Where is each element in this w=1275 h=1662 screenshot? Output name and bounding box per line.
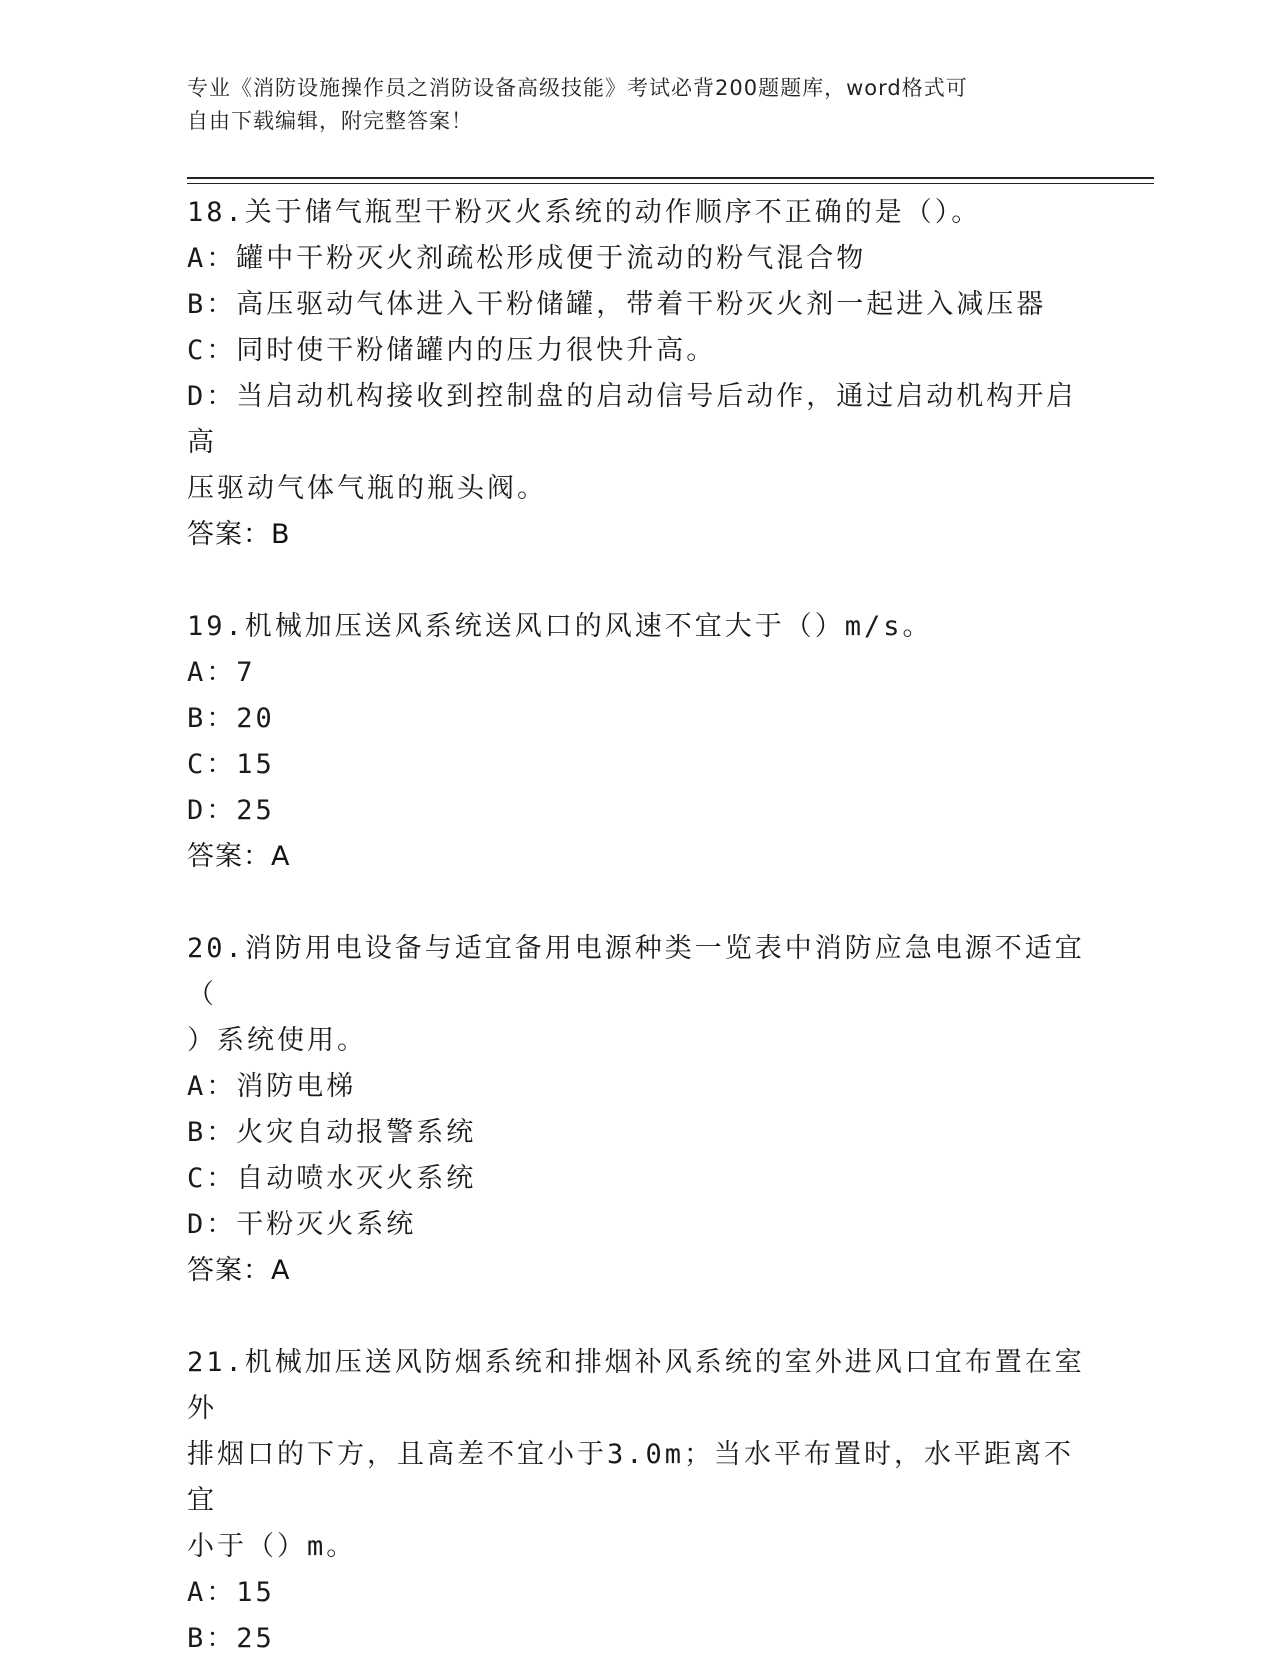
answer: 答案：A — [187, 841, 291, 872]
option-a: A：7 — [187, 657, 256, 688]
option-b: B：高压驱动气体进入干粉储罐，带着干粉灭火剂一起进入减压器 — [187, 289, 1047, 320]
question-stem-continued: 排烟口的下方，且高差不宜小于3.0m；当水平布置时，水平距离不宜 — [187, 1439, 1075, 1516]
option-a: A：15 — [187, 1577, 275, 1608]
question-18 — [187, 190, 1087, 558]
question-stem: 19.机械加压送风系统送风口的风速不宜大于（）m/s。 — [187, 611, 933, 642]
header-divider-thin — [187, 183, 1154, 184]
option-a: A：消防电梯 — [187, 1071, 357, 1102]
option-c: C：同时使干粉储罐内的压力很快升高。 — [187, 335, 717, 366]
option-b: B：25 — [187, 1623, 275, 1654]
option-d: D：干粉灭火系统 — [187, 1209, 417, 1240]
option-d-continued: 压驱动气体气瓶的瓶头阀。 — [187, 473, 547, 504]
option-a: A：罐中干粉灭火剂疏松形成便于流动的粉气混合物 — [187, 243, 867, 274]
spacer — [187, 1294, 1087, 1340]
question-21 — [187, 1340, 1087, 1662]
question-19 — [187, 604, 1087, 880]
question-stem: 20.消防用电设备与适宜备用电源种类一览表中消防应急电源不适宜（ — [187, 933, 1085, 1010]
option-c: C：自动喷水灭火系统 — [187, 1163, 477, 1194]
question-stem-continued: ）系统使用。 — [187, 1025, 367, 1056]
option-d: D：当启动机构接收到控制盘的启动信号后动作，通过启动机构开启高 — [187, 381, 1077, 458]
document-header — [187, 72, 1077, 138]
option-b: B：20 — [187, 703, 275, 734]
header-line-1: 专业《消防设施操作员之消防设备高级技能》考试必背200题题库，word格式可 — [187, 76, 968, 100]
question-20 — [187, 926, 1087, 1294]
question-stem-continued: 小于（）m。 — [187, 1531, 357, 1562]
question-list — [187, 190, 1087, 1662]
spacer — [187, 880, 1087, 926]
answer: 答案：B — [187, 519, 291, 550]
answer: 答案：A — [187, 1255, 291, 1286]
spacer — [187, 558, 1087, 604]
question-stem: 21.机械加压送风防烟系统和排烟补风系统的室外进风口宜布置在室外 — [187, 1347, 1085, 1424]
option-b: B：火灾自动报警系统 — [187, 1117, 477, 1148]
header-line-2: 自由下载编辑，附完整答案！ — [187, 109, 473, 133]
header-divider-thick — [187, 177, 1154, 179]
question-stem: 18.关于储气瓶型干粉灭火系统的动作顺序不正确的是（）。 — [187, 197, 982, 228]
option-d: D：25 — [187, 795, 275, 826]
option-c: C：15 — [187, 749, 275, 780]
